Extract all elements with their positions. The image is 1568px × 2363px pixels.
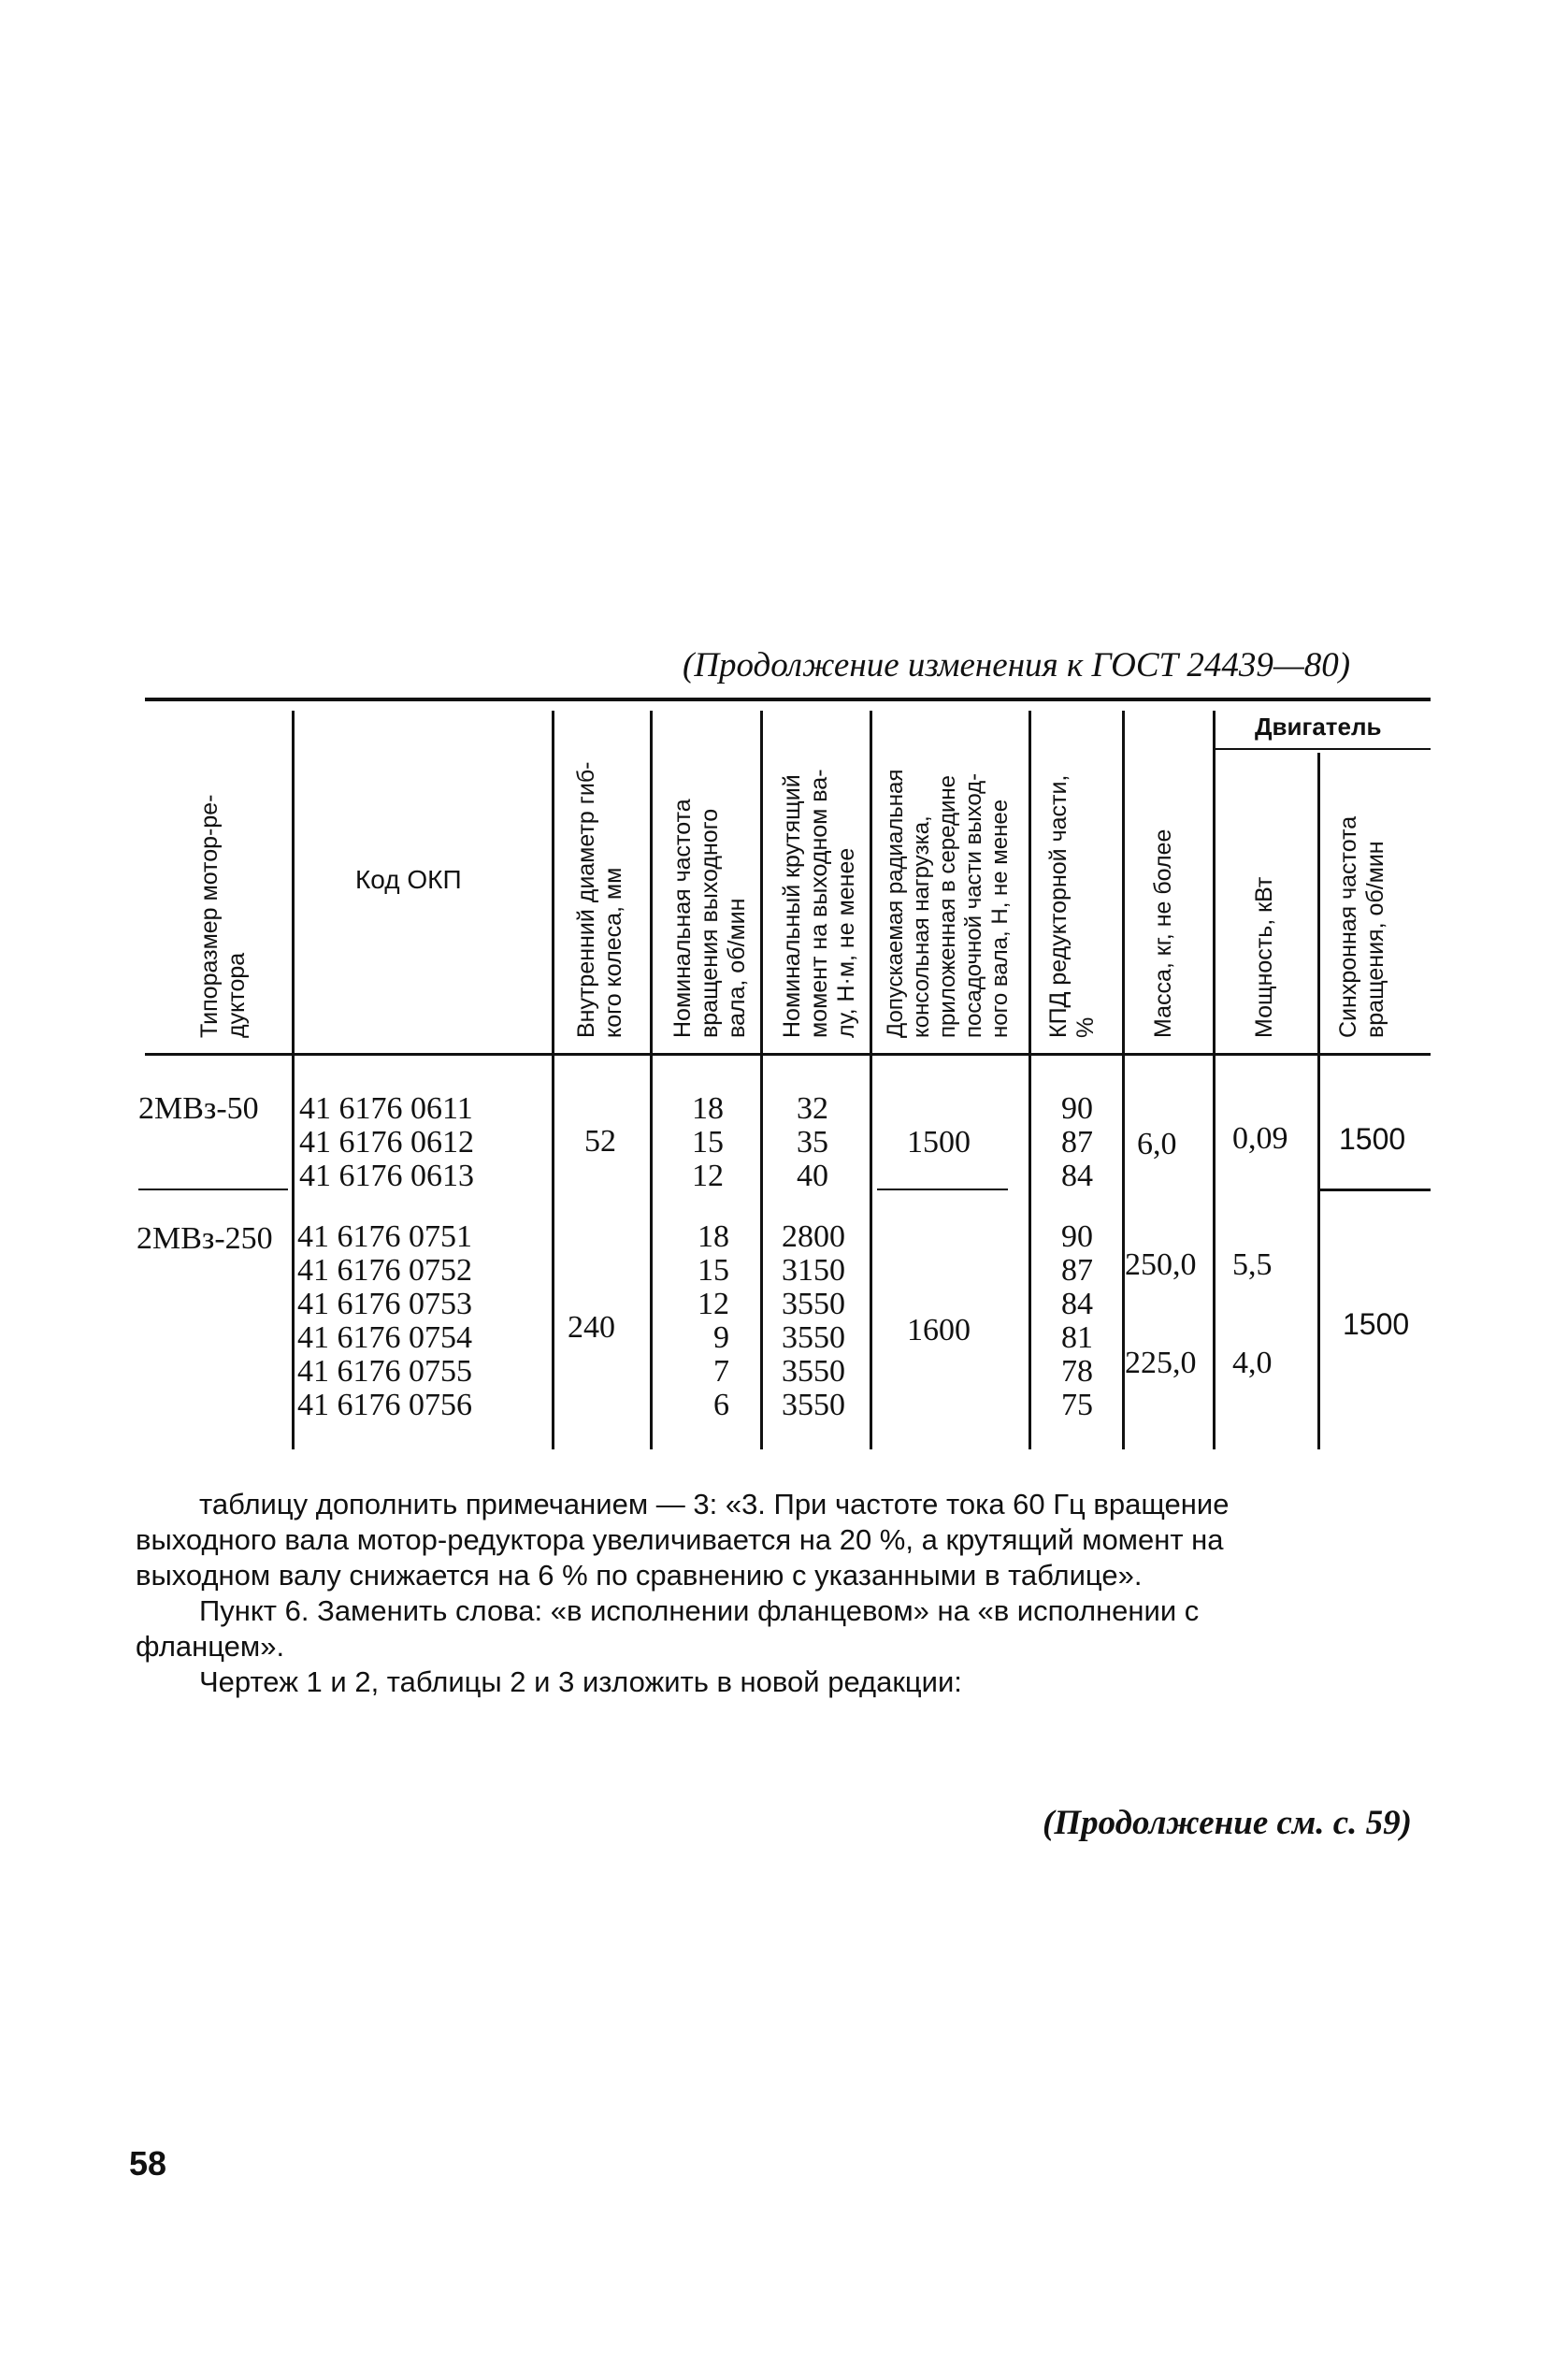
list-item: 7 xyxy=(713,1354,729,1389)
header-type-size-line1: Типоразмер мотор-ре- xyxy=(196,794,223,1038)
col-rule-3 xyxy=(650,711,653,1449)
list-item: 78 xyxy=(1061,1354,1093,1389)
col-rule-9 xyxy=(1317,753,1320,1449)
header-sync-speed xyxy=(1335,816,1389,1038)
group-separator-left xyxy=(138,1189,288,1190)
header-torque xyxy=(779,769,860,1038)
engine-subheader-rule xyxy=(1216,748,1431,750)
group1-inner-diameter: 52 xyxy=(584,1124,616,1159)
header-radial-load-line2: консольная нагрузка, xyxy=(909,815,934,1038)
col-rule-1 xyxy=(292,711,295,1449)
header-efficiency-line1: КПД редукторной части, xyxy=(1045,774,1072,1038)
list-item: 90 xyxy=(1061,1219,1093,1254)
header-radial-load-line5: ного вала, Н, не менее xyxy=(987,799,1013,1038)
list-item: 90 xyxy=(1061,1091,1093,1126)
page-number: 58 xyxy=(129,2144,167,2183)
header-output-speed-line3: вала, об/мин xyxy=(724,898,750,1038)
group2-torques xyxy=(782,1220,845,1422)
header-mass xyxy=(1150,829,1177,1038)
text-line: Пункт 6. Заменить слова: «в исполнении фланцевом» на «в исполнении с xyxy=(199,1594,1200,1627)
list-item: 18 xyxy=(692,1091,724,1126)
group1-sync-speed: 1500 xyxy=(1339,1122,1406,1156)
list-item: 40 xyxy=(797,1159,828,1193)
list-item: 32 xyxy=(797,1091,828,1126)
header-mass-text: Масса, кг, не более xyxy=(1150,828,1176,1038)
group1-output-speeds xyxy=(692,1092,724,1193)
col-rule-8 xyxy=(1213,711,1216,1449)
header-inner-diameter xyxy=(573,762,627,1038)
header-bottom-rule xyxy=(145,1053,1431,1056)
continuation-header: (Продолжение изменения к ГОСТ 24439—80) xyxy=(683,646,1351,684)
list-item: 3550 xyxy=(782,1388,845,1422)
table-row: 41 6176 0613 xyxy=(299,1159,474,1193)
list-item: 75 xyxy=(1061,1388,1093,1422)
table-row: 41 6176 0753 xyxy=(297,1287,472,1321)
text-line: выходного вала мотор-редуктора увеличивается на 20 %, а крутящий момент на xyxy=(136,1523,1224,1556)
col-rule-5 xyxy=(870,711,872,1449)
header-sync-speed-line1: Синхронная частота xyxy=(1335,815,1361,1038)
group2-power-lower: 4,0 xyxy=(1232,1346,1273,1380)
text-line: Чертеж 1 и 2, таблицы 2 и 3 изложить в новой редакции: xyxy=(199,1665,962,1698)
group1-type-size: 2МВз-50 xyxy=(138,1091,259,1126)
col-rule-6 xyxy=(1029,711,1031,1449)
list-item: 87 xyxy=(1061,1125,1093,1160)
group2-radial-load: 1600 xyxy=(907,1313,971,1347)
group2-type-size: 2МВз-250 xyxy=(137,1221,273,1256)
header-inner-diameter-line1: Внутренний диаметр гиб- xyxy=(573,761,599,1038)
list-item: 81 xyxy=(1061,1320,1093,1355)
continuation-footer: (Продолжение см. с. 59) xyxy=(1043,1804,1413,1842)
list-item: 84 xyxy=(1061,1287,1093,1321)
group-separator-load xyxy=(877,1189,1008,1190)
header-type-size-line2: дуктора xyxy=(223,952,250,1038)
text-line: выходном валу снижается на 6 % по сравнению с указанными в таблице». xyxy=(136,1559,1143,1592)
group1-mass: 6,0 xyxy=(1137,1127,1177,1161)
list-item: 3550 xyxy=(782,1287,845,1321)
list-item: 15 xyxy=(692,1125,724,1160)
text-line: фланцем». xyxy=(136,1630,285,1663)
col-rule-4 xyxy=(760,711,763,1449)
table-row: 41 6176 0755 xyxy=(297,1354,472,1389)
table-row: 41 6176 0751 xyxy=(297,1219,472,1254)
group2-mass-upper: 250,0 xyxy=(1125,1247,1197,1282)
header-sync-speed-line2: вращения, об/мин xyxy=(1362,841,1388,1038)
list-item: 3550 xyxy=(782,1320,845,1355)
group2-inner-diameter: 240 xyxy=(568,1310,615,1345)
group1-torques xyxy=(797,1092,828,1193)
table-row: 41 6176 0756 xyxy=(297,1388,472,1422)
header-efficiency-line2: % xyxy=(1072,1016,1099,1038)
group1-power: 0,09 xyxy=(1232,1121,1288,1156)
list-item: 87 xyxy=(1061,1253,1093,1288)
header-engine-group: Двигатель xyxy=(1255,713,1382,741)
header-radial-load-line1: Допускаемая радиальная xyxy=(883,769,908,1038)
group2-codes xyxy=(297,1220,472,1422)
amendment-text xyxy=(136,1487,1426,1700)
group1-codes xyxy=(299,1092,474,1193)
header-torque-line1: Номинальный крутящий xyxy=(779,774,805,1038)
header-output-speed-line1: Номинальная частота xyxy=(669,799,696,1038)
header-output-speed-line2: вращения выходного xyxy=(697,808,723,1038)
col-rule-2 xyxy=(552,711,554,1449)
list-item: 12 xyxy=(692,1159,724,1193)
table-top-rule xyxy=(145,698,1431,701)
group2-efficiencies xyxy=(1061,1220,1093,1422)
header-output-speed xyxy=(669,799,751,1038)
list-item: 35 xyxy=(797,1125,828,1160)
col-rule-7 xyxy=(1122,711,1125,1449)
group2-mass-lower: 225,0 xyxy=(1125,1346,1197,1380)
group1-efficiencies xyxy=(1061,1092,1093,1193)
list-item: 15 xyxy=(698,1253,729,1288)
header-radial-load-line4: посадочной части выход- xyxy=(961,772,986,1038)
header-torque-line2: момент на выходном ва- xyxy=(806,769,832,1038)
list-item: 2800 xyxy=(782,1219,845,1254)
list-item: 9 xyxy=(713,1320,729,1355)
group2-power-upper: 5,5 xyxy=(1232,1247,1273,1282)
header-radial-load xyxy=(883,770,1014,1038)
group-separator-sync xyxy=(1320,1189,1431,1191)
table-row: 41 6176 0752 xyxy=(297,1253,472,1288)
header-torque-line3: лу, Н·м, не менее xyxy=(833,847,859,1038)
group2-output-speeds xyxy=(692,1220,729,1422)
table-row: 41 6176 0612 xyxy=(299,1125,474,1160)
header-radial-load-line3: приложенная в середине xyxy=(935,775,960,1038)
list-item: 6 xyxy=(713,1388,729,1422)
header-type-size xyxy=(196,795,251,1039)
text-line: таблицу дополнить примечанием — 3: «3. При частоте тока 60 Гц вращение xyxy=(199,1488,1230,1520)
header-okp-code: Код ОКП xyxy=(355,865,462,894)
list-item: 3550 xyxy=(782,1354,845,1389)
header-inner-diameter-line2: кого колеса, мм xyxy=(600,867,626,1038)
header-efficiency xyxy=(1045,775,1100,1038)
list-item: 84 xyxy=(1061,1159,1093,1193)
table-row: 41 6176 0611 xyxy=(299,1091,473,1126)
list-item: 18 xyxy=(698,1219,729,1254)
group2-sync-speed: 1500 xyxy=(1343,1307,1410,1341)
list-item: 3150 xyxy=(782,1253,845,1288)
list-item: 12 xyxy=(698,1287,729,1321)
group1-radial-load: 1500 xyxy=(907,1125,971,1160)
header-power xyxy=(1251,877,1278,1038)
header-power-text: Мощность, кВт xyxy=(1251,876,1277,1038)
table-row: 41 6176 0754 xyxy=(297,1320,472,1355)
